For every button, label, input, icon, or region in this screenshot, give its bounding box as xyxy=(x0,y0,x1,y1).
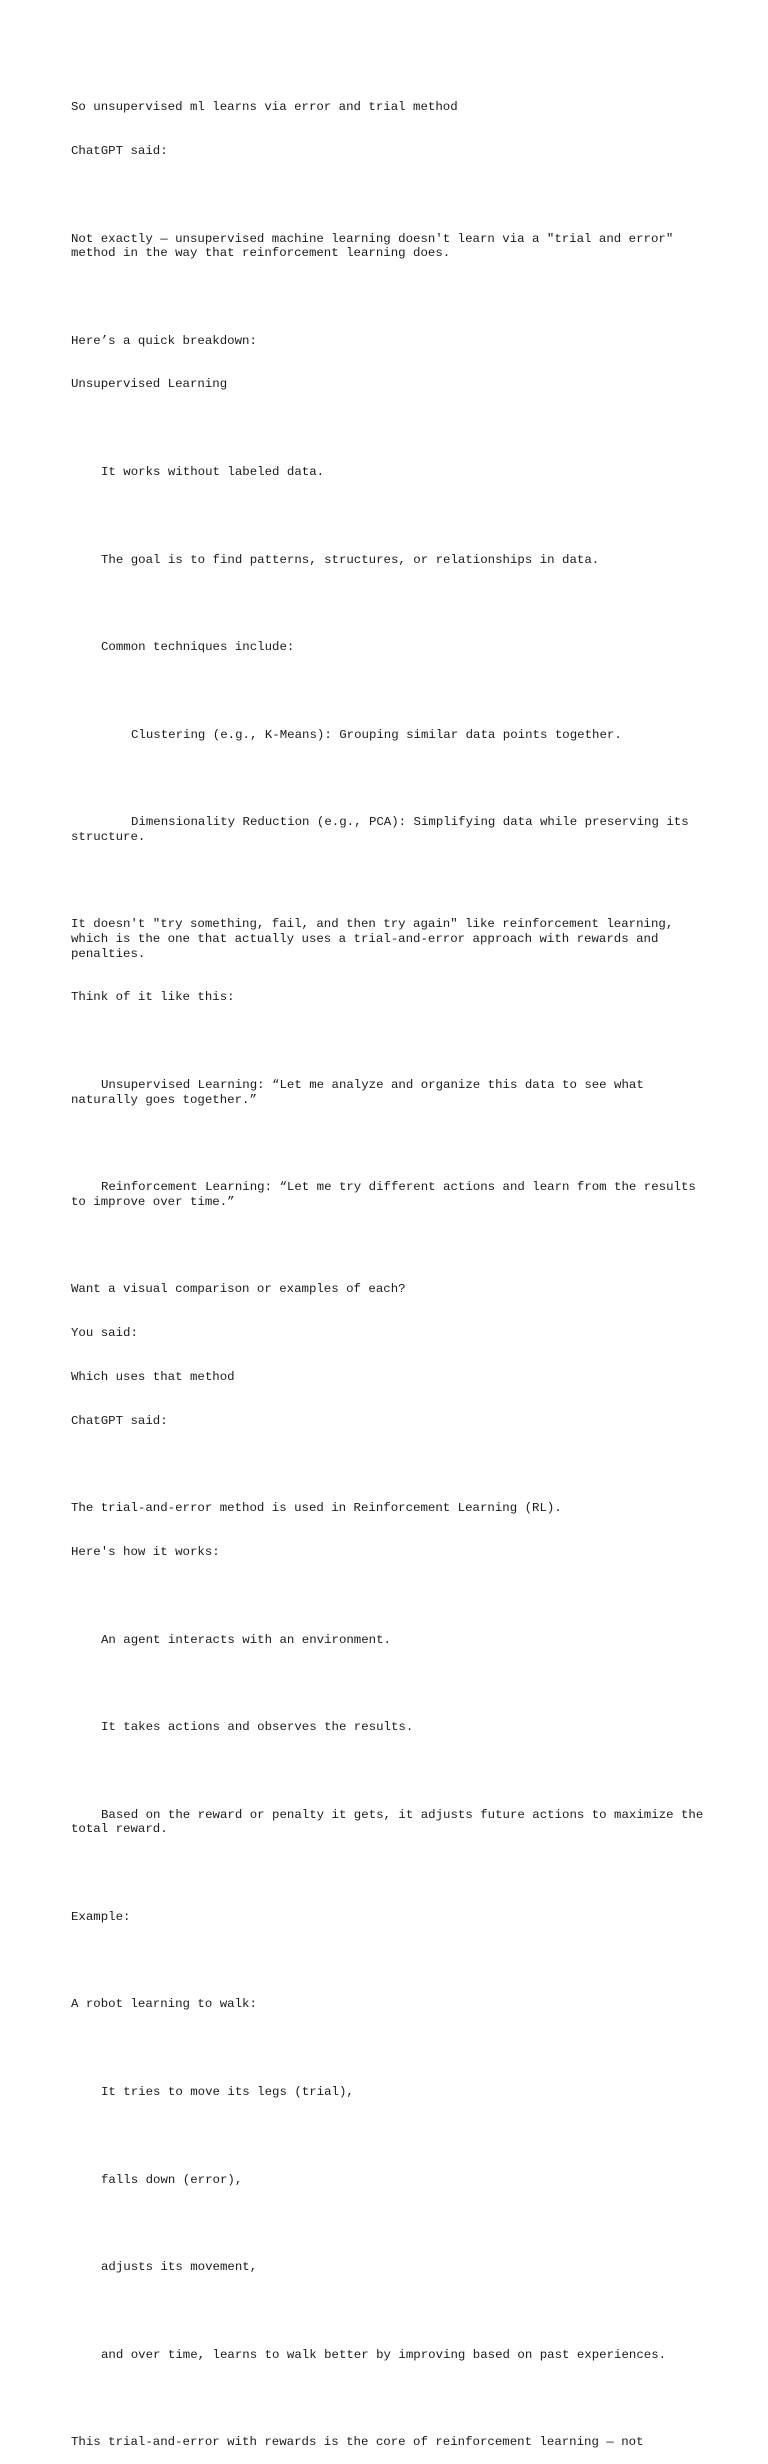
spacer xyxy=(71,2129,711,2144)
paragraph: The trial-and-error method is used in Reinforcement Learning (RL). xyxy=(71,1501,562,1516)
user-message: Which uses that method xyxy=(71,1369,235,1384)
paragraph: Not exactly — unsupervised machine learning doesn't learn via a "trial and error" method in the way that reinforcement learning does. xyxy=(71,231,681,261)
spacer xyxy=(71,874,711,889)
spacer xyxy=(71,290,711,305)
spacer xyxy=(71,1589,711,1604)
spacer xyxy=(71,1034,711,1049)
example-label: Example: xyxy=(71,1909,131,1924)
paragraph: Here’s a quick breakdown: xyxy=(71,333,257,348)
spacer xyxy=(71,2041,711,2056)
list-item: The goal is to find patterns, structures, or relationships in data. xyxy=(101,552,600,567)
spacer xyxy=(71,1764,711,1779)
list-item: and over time, learns to walk better by improving based on past experiences. xyxy=(101,2347,667,2362)
spacer xyxy=(71,509,711,524)
list-item: Reinforcement Learning: “Let me try different actions and learn from the results to improve over time.” xyxy=(71,1180,704,1209)
spacer xyxy=(71,2391,711,2406)
spacer xyxy=(71,684,711,699)
list-item: It works without labeled data. xyxy=(101,465,325,480)
spacer xyxy=(71,596,711,611)
spacer xyxy=(71,421,711,436)
list-item: It takes actions and observes the results. xyxy=(101,1720,414,1735)
speaker-label: ChatGPT said: xyxy=(71,143,168,158)
spacer xyxy=(71,1676,711,1691)
spacer xyxy=(71,1866,711,1881)
spacer xyxy=(71,188,711,203)
sub-list-item: Dimensionality Reduction (e.g., PCA): Simplifying data while preserving its structure. xyxy=(71,815,697,844)
sub-list-item: Clustering (e.g., K-Means): Grouping similar data points together. xyxy=(131,727,622,742)
list-item: Unsupervised Learning: “Let me analyze and organize this data to see what naturally goes together.” xyxy=(71,1077,652,1107)
spacer xyxy=(71,1457,711,1472)
document-page xyxy=(71,71,711,2464)
paragraph: This trial-and-error with rewards is the core of reinforcement learning — not xyxy=(71,2435,644,2450)
user-message: So unsupervised ml learns via error and trial method xyxy=(71,100,458,115)
spacer xyxy=(71,1954,711,1969)
paragraph: Think of it like this: xyxy=(71,990,235,1005)
list-item: Common techniques include: xyxy=(101,640,295,655)
spacer xyxy=(71,2304,711,2319)
paragraph: Want a visual comparison or examples of each? xyxy=(71,1282,406,1297)
list-item: falls down (error), xyxy=(101,2172,243,2187)
speaker-label: You said: xyxy=(71,1326,138,1341)
list-item: It tries to move its legs (trial), xyxy=(101,2084,354,2099)
section-heading: Unsupervised Learning xyxy=(71,377,228,392)
spacer xyxy=(71,1136,711,1151)
spacer xyxy=(71,2216,711,2231)
speaker-label: ChatGPT said: xyxy=(71,1413,168,1428)
spacer xyxy=(71,772,711,787)
paragraph: It doesn't "try something, fail, and then try again" like reinforcement learning, which is the one that actually uses a trial-and-error approach with rewards and penalties. xyxy=(71,917,681,961)
list-item: adjusts its movement, xyxy=(101,2260,258,2275)
list-item: An agent interacts with an environment. xyxy=(101,1632,391,1647)
spacer xyxy=(71,1239,711,1254)
list-item: Based on the reward or penalty it gets, it adjusts future actions to maximize the total reward. xyxy=(71,1807,711,1837)
paragraph: Here's how it works: xyxy=(71,1544,220,1559)
paragraph: A robot learning to walk: xyxy=(71,1997,257,2012)
